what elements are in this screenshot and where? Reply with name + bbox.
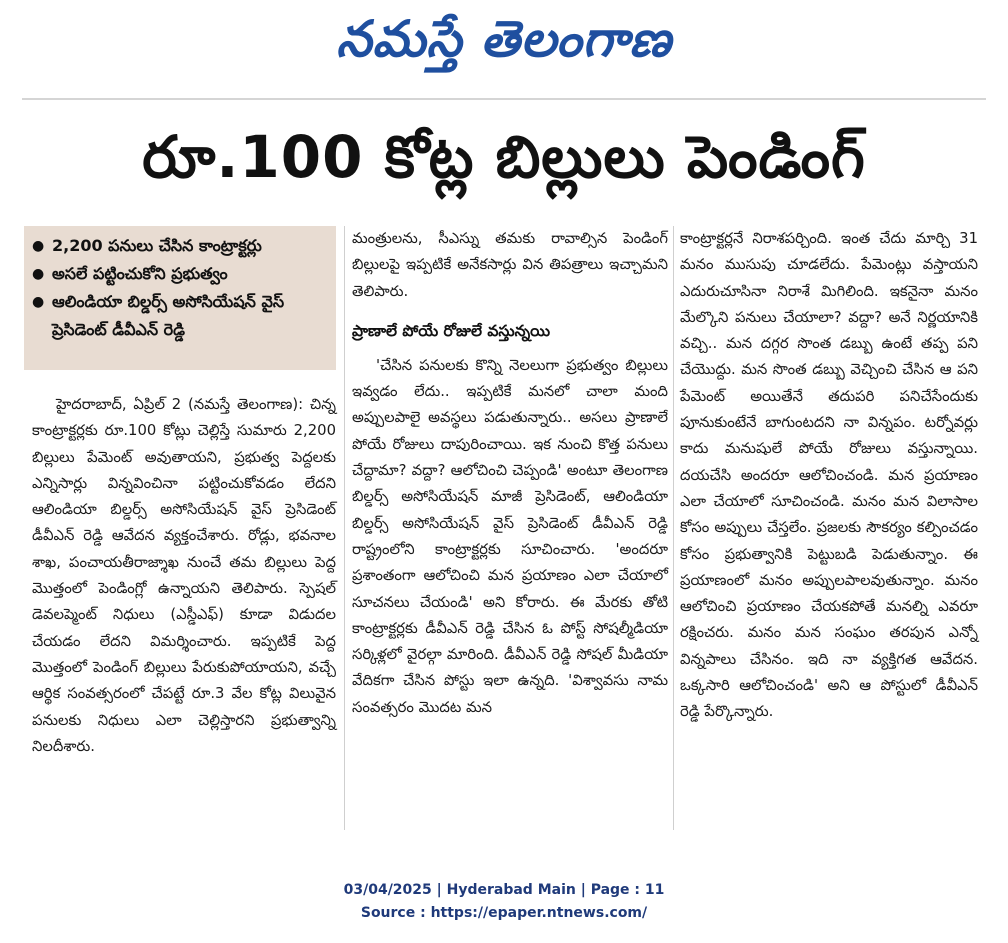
highlight-text: ఆలిండియా బిల్డర్స్ అసోసియేషన్ వైస్ ప్రెసిడెంట్ డీవీఎన్ రెడ్డి: [52, 292, 285, 339]
highlight-text: 2,200 పనులు చేసిన కాంట్రాక్టర్లు: [52, 236, 262, 255]
masthead-divider: [22, 98, 986, 100]
article-column-3: [680, 226, 978, 726]
highlights-box: [24, 226, 336, 370]
bullet-icon: ●: [32, 294, 45, 310]
body-paragraph: 'చేసిన పనులకు కొన్ని నెలలుగా ప్రభుత్వం బిల్లులు ఇవ్వడం లేదు.. ఇప్పటికే మనలో చాలా మంది అప్పులపాలై అవస్థలు పడుతున్నారు.. అసలు ప్రాణాలే పోయే రోజులు దాపురించాయి. ఇక నుంచి కొత్త పనులు చేద్దామా? వద్దా? ఆలోచించి చెప్పండి' అంటూ తెలంగాణ బిల్డర్స్ అసోసియేషన్ మాజీ ప్రెసిడెంట్, ఆలిండియా బిల్డర్స్ అసోసియేషన్ వైస్ ప్రెసిడెంట్ డీవీఎన్ రెడ్డి రాష్ట్రంలోని కాంట్రాక్టర్లకు సూచించారు. 'అందరూ ప్రశాంతంగా ఆలోచించి మన ప్రయాణం ఎలా చేయాలో సూచనలు చేయండి' అని కోరారు. ఈ మేరకు తోటి కాంట్రాక్టర్లకు డీవీఎన్ రెడ్డి చేసిన ఓ పోస్ట్ సోషల్మీడియా సర్కిళ్లలో వైరల్గా మారింది. డీవీఎన్ రెడ్డి సోషల్ మీడియా వేదికగా చేసిన పోస్టు ఇలా ఉన్నది. 'విశ్వావసు నామ సంవత్సరం మొదట మన: [352, 356, 668, 716]
highlight-item: [32, 288, 330, 344]
newspaper-masthead: నమస్తే తెలంగాణ: [336, 9, 672, 68]
article-column-2: [352, 226, 668, 721]
column-divider: [673, 226, 674, 830]
column-divider: [344, 226, 345, 830]
bullet-icon: ●: [32, 238, 45, 254]
dateline-paragraph: హైదరాబాద్, ఏప్రిల్ 2 (నమస్తే తెలంగాణ): చిన్న కాంట్రాక్టర్లకు రూ.100 కోట్లు చెల్లిస్తే సుమారు 2,200 బిల్లులు పేమెంట్ అవుతాయని, ప్రభుత్వ పెద్దలకు ఎన్నిసార్లు విన్నవించినా పట్టించుకోవడం లేదని ఆలిండియా బిల్డర్స్ అసోసియేషన్ వైస్ ప్రెసిడెంట్ డీవీఎన్ రెడ్డి ఆవేదన వ్యక్తంచేశారు. రోడ్లు, భవనాల శాఖ, పంచాయతీరాజ్శాఖ నుంచే తమ బిల్లులు పెద్ద మొత్తంలో పెండింగ్లో ఉన్నాయని తెలిపారు. స్పెషల్ డెవలప్మెంట్ నిధులు (ఎస్డీఎఫ్) కూడా విడుదల చేయడం లేదని విమర్శించారు. ఇప్పటికే పెద్ద మొత్తంలో పెండింగ్ బిల్లులు పేరుకుపోయాయని, వచ్చే ఆర్థిక సంవత్సరంలో చేపట్టే రూ.3 వేల కోట్ల విలువైన పనులకు నిధులు ఎలా చెల్లిస్తారని ప్రభుత్వాన్ని నిలదీశారు.: [32, 396, 336, 755]
footer-dateline: 03/04/2025 | Hyderabad Main | Page : 11: [343, 882, 665, 898]
highlight-item: [32, 232, 330, 260]
body-paragraph: కాంట్రాక్టర్లనే నిరాశపర్చింది. ఇంత చేదు మార్చి 31 మనం ముసుపు చూడలేదు. పేమెంట్లు వస్తాయని ఎదురుచూసినా నిరాశే మిగిలింది. ఇకనైనా మనం మేల్కొని పనులు చేయాలా? వద్దా? అనే నిర్ణయానికి వచ్చి.. మన దగ్గర సొంత డబ్బు ఉంటే తప్ప పని చేయొద్దు. మన సొంత డబ్బు వెచ్చించి చేసిన ఆ పని పేమెంట్ అయితేనే తదుపరి పనిచేసేందుకు పూనుకుంటేనే బాగుంటదని నా విన్నపం. టర్నోవర్లు కాదు మనుషులే పోయే రోజులు వస్తున్నాయి. దయచేసి అందరూ ఆలోచించండి. మన ప్రయాణం ఎలా చేయాలో సూచించండి. మనం మన విలాసాల కోసం అప్పులు చేస్తలేం. ప్రజలకు సౌకర్యం కల్పించడం కోసం ప్రభుత్వానికి పెట్టుబడి పెడుతున్నాం. ఈ ప్రయాణంలో మనం అప్పులపాలవుతున్నాం. మనం ఆలోచించి ప్రయాణం చేయకపోతే మనల్ని ఎవరూ రక్షించరు. మనం మన సంఘం తరపున ఎన్నో విన్నపాలు చేసినం. ఇది నా వ్యక్తిగత ఆవేదన. ఒక్కసారి ఆలోచించండి' అని ఆ పోస్టులో డీవీఎన్ రెడ్డి పేర్కొన్నారు.: [680, 230, 978, 721]
highlight-text: అసలే పట్టించుకోని ప్రభుత్వం: [52, 264, 228, 283]
footer-source: Source : https://epaper.ntnews.com/: [360, 905, 648, 921]
article-subheading: ప్రాణాలే పోయే రోజులే వస్తున్నయి: [352, 321, 551, 340]
highlight-item: [32, 260, 330, 288]
article-headline: రూ.100 కోట్ల బిల్లులు పెండింగ్: [142, 123, 866, 191]
bullet-icon: ●: [32, 266, 45, 282]
body-paragraph: మంత్రులను, సీఎస్ను తమకు రావాల్సిన పెండింగ్ బిల్లులపై ఇప్పటికే అనేకసార్లు విన తిపత్రాలు ఇచ్చామని తెలిపారు.: [352, 230, 668, 300]
article-column-1: [32, 392, 336, 760]
